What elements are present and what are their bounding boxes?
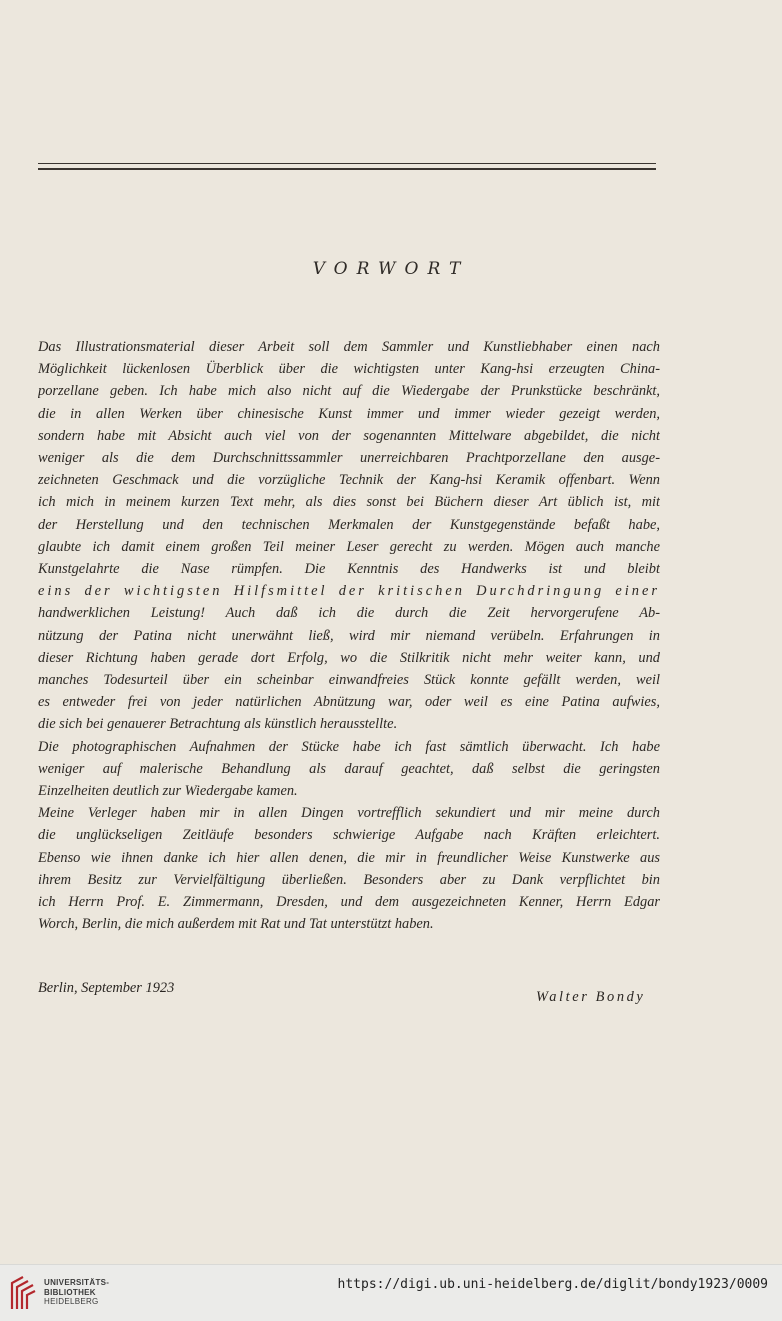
text-line: Das Illustrationsmaterial dieser Arbeit soll dem Sammler und Kunstliebhaber einen nach	[38, 339, 660, 355]
place-date: Berlin, September 1923	[38, 980, 175, 996]
text-line: ich Herrn Prof. E. Zimmermann, Dresden, und dem ausgezeichneten Kenner, Herrn Edgar	[38, 894, 660, 911]
foreword-text	[38, 336, 660, 935]
viewer-footer	[0, 1264, 782, 1321]
page-title: VORWORT	[312, 259, 470, 279]
text-line: handwerklichen Leistung! Auch daß ich die durch die Zeit hervorgerufene Ab-	[38, 605, 660, 622]
text-line-spaced: eins der wichtigsten Hilfsmittel der kritischen Durchdringung einer	[38, 583, 660, 600]
text-line: die in allen Werken über chinesische Kunst immer und immer wieder gezeigt werden,	[38, 405, 660, 422]
text-line: glaubte ich damit einem großen Teil meiner Leser gerecht zu werden. Mögen auch manche	[38, 538, 660, 555]
text-line: Kunstgelahrte die Nase rümpfen. Die Kenntnis des Handwerks ist und bleibt	[38, 561, 660, 578]
permalink-url[interactable]: https://digi.ub.uni-heidelberg.de/diglit/bondy1923/0009	[337, 1277, 768, 1292]
top-rule-thick	[38, 168, 656, 170]
text-line: Die photographischen Aufnahmen der Stücke habe ich fast sämtlich überwacht. Ich habe	[38, 738, 660, 755]
library-line-3: HEIDELBERG	[44, 1297, 99, 1306]
text-line: Meine Verleger haben mir in allen Dingen vortrefflich sekundiert und mir meine durch	[38, 805, 660, 822]
library-line-2: BIBLIOTHEK	[44, 1287, 96, 1297]
library-name	[44, 1278, 109, 1307]
text-line: dieser Richtung haben gerade dort Erfolg, wo die Stilkritik nicht mehr weiter kann, und	[38, 649, 660, 666]
text-line: ihrem Besitz zur Vervielfältigung überließen. Besonders aber zu Dank verpflichtet bin	[38, 871, 660, 888]
text-line: Möglichkeit lückenlosen Überblick über die wichtigsten unter Kang-hsi erzeugten China-	[38, 361, 660, 378]
text-line: ich mich in meinem kurzen Text mehr, als dies sonst bei Büchern dieser Art üblich ist, mit	[38, 494, 660, 511]
author-signature: Walter Bondy	[536, 989, 646, 1005]
text-line: die unglückseligen Zeitläufe besonders schwierige Aufgabe nach Kräften erleichtert.	[38, 827, 660, 844]
text-line: Worch, Berlin, die mich außerdem mit Rat und Tat unterstützt haben.	[38, 916, 434, 933]
text-line: weniger als die dem Durchschnittssammler unerreichbaren Prachtporzellane den ausge-	[38, 450, 660, 467]
library-line-1: UNIVERSITÄTS-	[44, 1278, 110, 1287]
text-line: es entweder frei von jeder natürlichen Abnützung war, oder weil es eine Patina aufwies,	[38, 694, 660, 711]
library-logo-icon[interactable]	[8, 1273, 38, 1313]
text-line: porzellane geben. Ich habe mich also nicht auf die Wiedergabe der Prunkstücke beschränkt,	[38, 383, 660, 400]
text-line: Ebenso wie ihnen danke ich hier allen denen, die mir in freundlicher Weise Kunstwerke aus	[38, 849, 660, 866]
text-line: der Herstellung und den technischen Merkmalen der Kunstgegenstände befaßt habe,	[38, 516, 660, 533]
text-line: Einzelheiten deutlich zur Wiedergabe kamen.	[38, 783, 298, 800]
text-line: nützung der Patina nicht unerwähnt ließ, wird mir niemand verübeln. Erfahrungen in	[38, 627, 660, 644]
text-line: die sich bei genauerer Betrachtung als künstlich herausstellte.	[38, 716, 398, 733]
top-rule-thin	[38, 163, 656, 164]
text-line: manches Todesurteil über ein scheinbar einwandfreies Stück konnte gefällt werden, weil	[38, 672, 660, 689]
text-line: sondern habe mit Absicht auch viel von der sogenannten Mittelware abgebildet, die nicht	[38, 427, 660, 444]
text-line: zeichneten Geschmack und die vorzügliche Technik der Kang-hsi Keramik offenbart. Wenn	[38, 472, 660, 489]
text-line: weniger auf malerische Behandlung als darauf geachtet, daß selbst die geringsten	[38, 760, 660, 777]
